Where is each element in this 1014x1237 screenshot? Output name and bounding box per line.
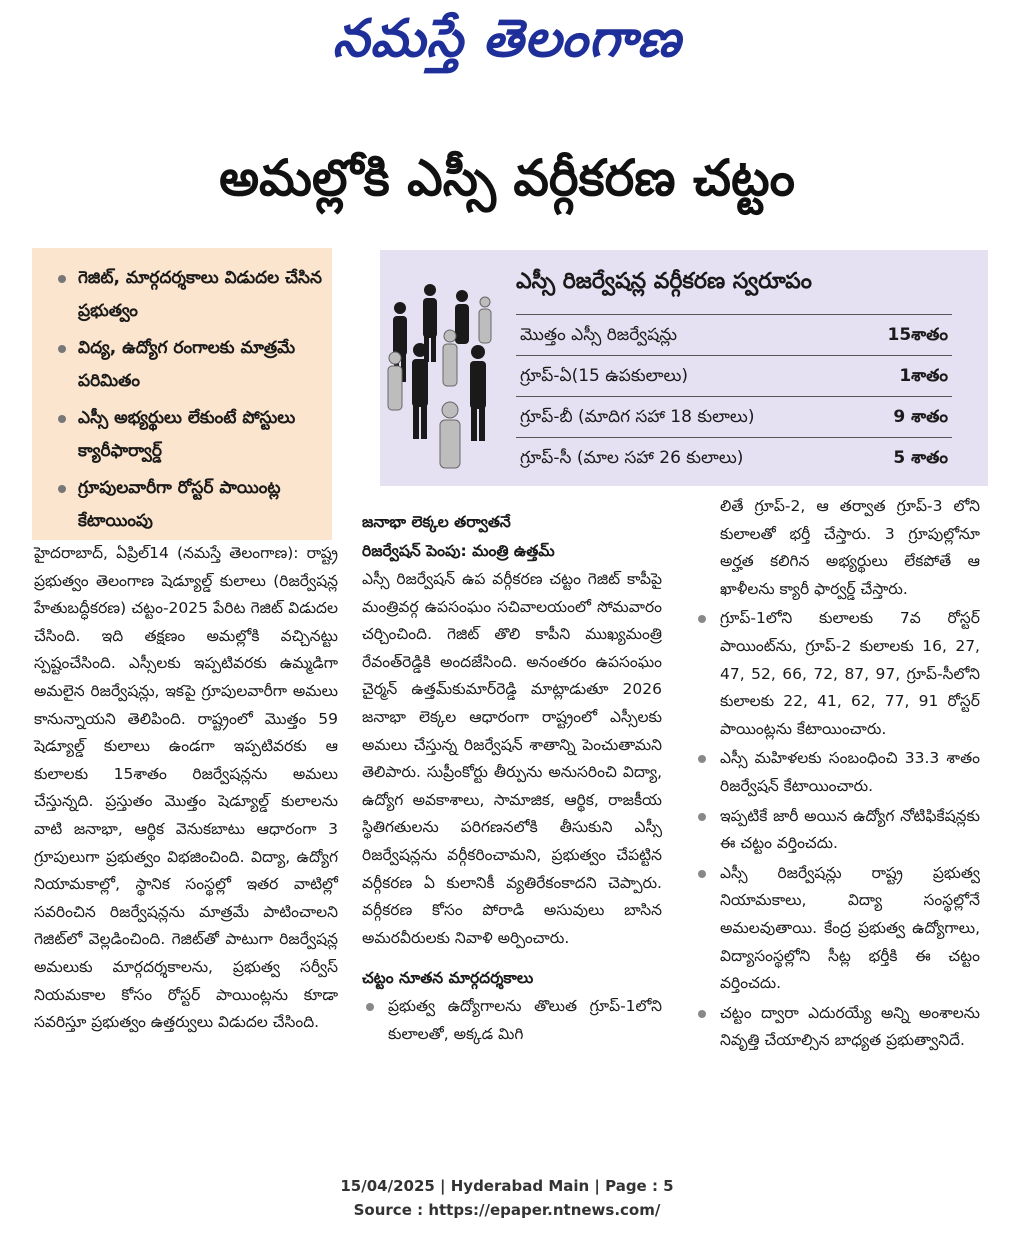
infobox-title: ఎస్సీ రిజర్వేషన్ల వర్గీకరణ స్వరూపం: [516, 269, 812, 294]
bullet-icon: [698, 870, 706, 878]
highlight-item: [54, 332, 326, 398]
row-value: 9 శాతం: [893, 407, 948, 427]
row-value: 5 శాతం: [893, 448, 948, 468]
page-footer: [0, 1174, 1014, 1222]
highlight-item: [54, 472, 326, 538]
list-item-text: చట్టం ద్వారా ఎదురయ్యే అన్ని అంశాలను నివృత్తి చేయాల్సిన బాధ్యత ప్రభుత్వానిదే.: [720, 1003, 980, 1050]
list-item-text: ఇప్పటికే జారీ అయిన ఉద్యోగ నోటిఫికేషన్లకు ఈ చట్టం వర్తించదు.: [720, 806, 980, 853]
newspaper-masthead: నమస్తే తెలంగాణ: [332, 8, 682, 69]
row-value: 15శాతం: [887, 325, 948, 345]
highlight-text: గెజిట్, మార్గదర్శకాలు విడుదల చేసిన ప్రభుత్వం: [78, 268, 322, 321]
bullet-icon: [698, 813, 706, 821]
reservation-table: [516, 314, 952, 478]
highlight-item: [54, 262, 326, 328]
table-row: [516, 437, 952, 478]
subheading: జనాభా లెక్కల తర్వాతనే: [362, 513, 511, 531]
bullet-icon: [698, 1010, 706, 1018]
source-link[interactable]: Source : https://epaper.ntnews.com/: [353, 1201, 661, 1219]
highlight-item: [54, 402, 326, 468]
article-paragraph: హైదరాబాద్, ఏప్రిల్14 (నమస్తే తెలంగాణ): రాష్ట్ర ప్రభుత్వం తెలంగాణ షెడ్యూల్డ్ కులాలు (రిజర్వేషన్ల హేతుబద్ధీకరణ) చట్టం-2025 పేరిట గెజిట్ విడుదల చేసింది. ఇది తక్షణం అమల్లోకి వచ్చినట్టు స్పష్టంచేసింది. ఎస్సీలకు ఇప్పటివరకు ఉమ్మడిగా అమలైన రిజర్వేషన్లు, ఇకపై గ్రూపులవారీగా అమలు కానున్నాయని తెలిపింది. రాష్ట్రంలో మొత్తం 59 షెడ్యూల్డ్ కులాలు ఉండగా ఇప్పటివరకు ఆ కులాలకు 15శాతం రిజర్వేషన్లను అమలు చేస్తున్నది. ప్రస్తుతం మొత్తం షెడ్యూల్డ్ కులాలను వాటి జనాభా, ఆర్థిక వెనుకబాటు ఆధారంగా 3 గ్రూపులుగా ప్రభుత్వం విభజించింది. విద్యా, ఉద్యోగ నియామకాల్లో, స్థానిక సంస్థల్లో ఇతర వాటిల్లో సవరించిన రిజర్వేషన్లను మాత్రమే పాటించాలని గెజిట్‌లో వెల్లడించింది. గెజిట్‌తో పాటుగా రిజర్వేషన్ల అమలుకు మార్గదర్శకాలను, ప్రభుత్వ సర్వీస్ నియమకాల కోసం రోస్టర్ పాయింట్లను కూడా సవరిస్తూ ప్రభుత్వం ఉత్తర్వులు విడుదల చేసింది.: [34, 544, 338, 1032]
article-column-3: [694, 493, 980, 1057]
subheading: రిజర్వేషన్ పెంపు: మంత్రి ఉత్తమ్: [362, 542, 555, 560]
row-label: మొత్తం ఎస్సీ రిజర్వేషన్లు: [520, 325, 678, 345]
bullet-icon: [58, 345, 66, 353]
article-column-2: [362, 508, 662, 1049]
bullet-icon: [698, 755, 706, 763]
list-item-text: ఎస్సీ రిజర్వేషన్లు రాష్ట్ర ప్రభుత్వ నియామకాలు, విద్యా సంస్థల్లోనే అమలవుతాయి. కేంద్ర ప్రభుత్వ ఉద్యోగాలు, విద్యాసంస్థల్లోని సీట్ల భర్తీకి ఈ చట్టం వర్తించదు.: [720, 863, 980, 993]
row-label: గ్రూప్-బీ (మాదిగ సహా 18 కులాలు): [520, 407, 755, 427]
bullet-icon: [58, 275, 66, 283]
highlight-text: గ్రూపులవారీగా రోస్టర్ పాయింట్ల కేటాయింపు: [78, 478, 281, 531]
list-item-text: ఎస్సీ మహిళలకు సంబంధించి 33.3 శాతం రిజర్వేషన్ కేటాయించారు.: [720, 749, 980, 795]
article-column-1: [34, 540, 338, 1037]
article-paragraph: ఎస్సీ రిజర్వేషన్ ఉప వర్గీకరణ చట్టం గెజిట్ కాపీపై మంత్రివర్గ ఉపసంఘం సచివాలయంలో సోమవారం చర్చించింది. గెజిట్ తొలి కాపీని ముఖ్యమంత్రి రేవంత్‌రెడ్డికి అందజేసింది. అనంతరం ఉపసంఘం చైర్మన్ ఉత్తమ్‌కుమార్‌రెడ్డి మాట్లాడుతూ 2026 జనాభా లెక్కల ఆధారంగా రాష్ట్రంలో ఎస్సీలకు అమలు చేస్తున్న రిజర్వేషన్ శాతాన్ని పెంచుతామని తెలిపారు. సుప్రీంకోర్టు తీర్పును అనుసరించి విద్యా, ఉద్యోగ అవకాశాలు, సామాజిక, ఆర్థిక, రాజకీయ స్థితిగతులను పరిగణనలోకి తీసుకుని ఎస్సీ రిజర్వేషన్లను వర్గీకరించామని, ప్రభుత్వం చేపట్టిన వర్గీకరణ ఏ కులానికీ వ్యతిరేకంకాదని చెప్పారు. వర్గీకరణ కోసం పోరాడి అసువులు బాసిన అమరవీరులకు నివాళి అర్పించారు.: [362, 570, 662, 947]
list-item-text: ప్రభుత్వ ఉద్యోగాలను తొలుత గ్రూప్-1లోని కులాలతో, అక్కడ మిగి: [388, 997, 662, 1043]
edition-info: 15/04/2025 | Hyderabad Main | Page : 5: [340, 1177, 674, 1195]
bullet-icon: [366, 1003, 374, 1011]
list-item: [694, 605, 980, 743]
highlight-text: ఎస్సీ అభ్యర్థులు లేకుంటే పోస్టులు క్యారీఫార్వార్డ్: [78, 408, 296, 461]
list-item: [694, 803, 980, 858]
list-item-text: గ్రూప్-1లోని కులాలకు 7వ రోస్టర్ పాయింట్‌ను, గ్రూప్-2 కులాలకు 16, 27, 47, 52, 66, 72, 87, 97, గ్రూప్-సీలోని కులాలకు 22, 41, 62, 77, 91 రోస్టర్ పాయింట్లను కేటాయించారు.: [720, 609, 980, 738]
row-label: గ్రూప్-ఏ(15 ఉపకులాలు): [520, 366, 689, 386]
table-row: [516, 396, 952, 437]
list-item: [694, 860, 980, 998]
article-headline: అమల్లోకి ఎస్సీ వర్గీకరణ చట్టం: [219, 149, 795, 207]
table-row: [516, 355, 952, 396]
table-row: [516, 314, 952, 355]
list-item-continued: [694, 493, 980, 603]
subheading: చట్టం నూతన మార్గదర్శకాలు: [362, 969, 534, 988]
list-item: [362, 993, 662, 1048]
bullet-icon: [698, 615, 706, 623]
row-value: 1శాతం: [899, 366, 948, 386]
row-label: గ్రూప్-సీ (మాల సహా 26 కులాలు): [520, 448, 744, 468]
people-crowd-icon: [380, 260, 502, 470]
bullet-icon: [58, 485, 66, 493]
list-item: [694, 745, 980, 800]
list-item: [694, 1000, 980, 1055]
highlight-text: విద్య, ఉద్యోగ రంగాలకు మాత్రమే పరిమితం: [78, 338, 296, 391]
highlights-box: [32, 248, 332, 540]
reservation-infobox: [380, 250, 988, 486]
bullet-icon: [58, 415, 66, 423]
list-item-text: లితే గ్రూప్-2, ఆ తర్వాత గ్రూప్-3 లోని కులాలతో భర్తీ చేస్తారు. 3 గ్రూపుల్లోనూ అర్హత కలిగిన అభ్యర్థులు లేకపోతే ఆ ఖాళీలను క్యారీ ఫార్వర్డ్ చేస్తారు.: [720, 497, 980, 598]
